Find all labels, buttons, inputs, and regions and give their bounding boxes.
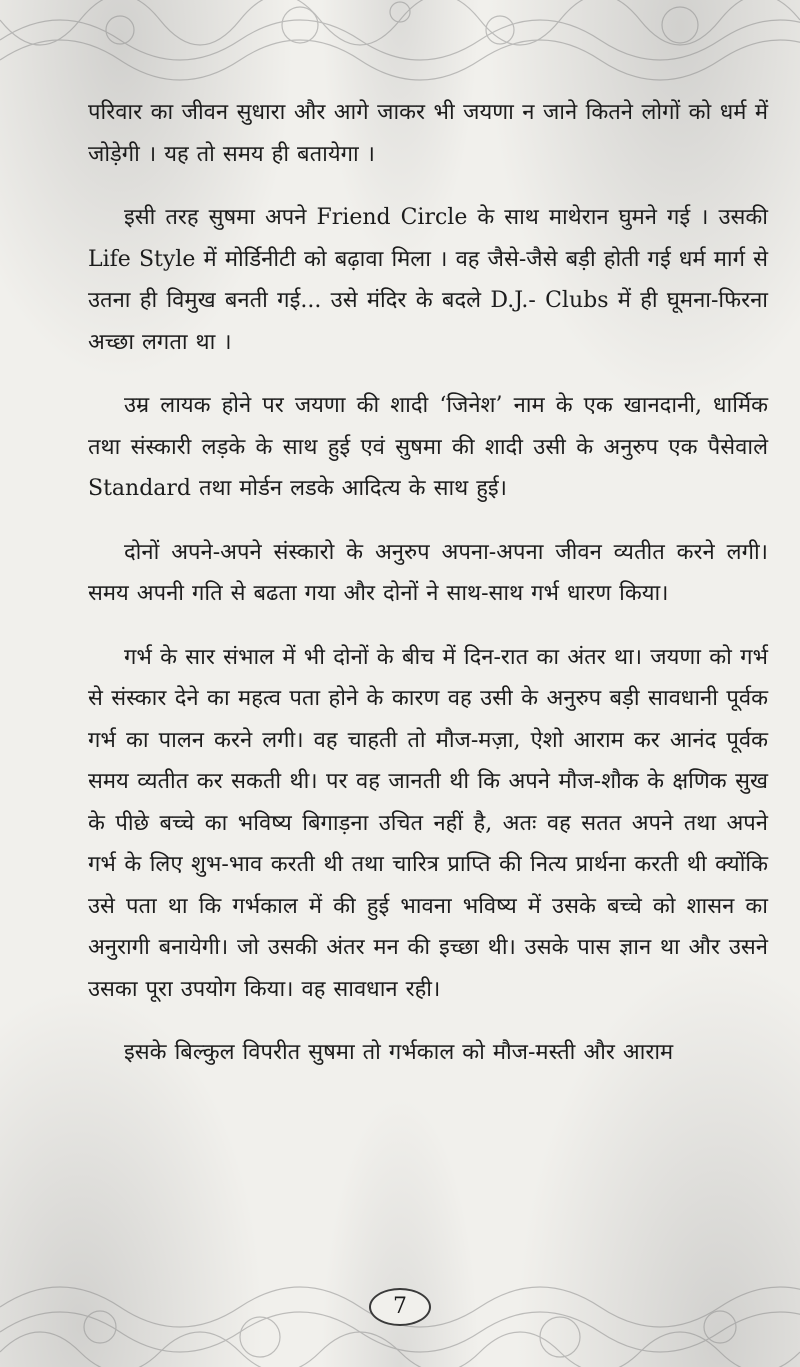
paragraph-5: गर्भ के सार संभाल में भी दोनों के बीच में दिन-रात का अंतर था। जयणा को गर्भ से संस्कार देने का महत्व पता होने के कारण वह उसी के अनुरुप बड़ी सावधानी पूर्वक गर्भ का पालन करने लगी। वह चाहती तो मौज-मज़ा, ऐशो आराम कर आनंद पूर्वक समय व्यतीत कर सकती थी। पर वह जानती थी कि अपने मौज-शौक के क्षणिक सुख के पीछे बच्चे का भविष्य बिगाड़ना उचित नहीं है, अतः वह सतत अपने तथा अपने गर्भ के लिए शुभ-भाव करती थी तथा चारित्र प्राप्ति की नित्य प्रार्थना करती थी क्योंकि उसे पता था कि गर्भकाल में की हुई भावना भविष्य में उसके बच्चे को शासन का अनुरागी बनायेगी। जो उसकी अंतर मन की इच्छा थी। उसके पास ज्ञान था और उसने उसका पूरा उपयोग किया। वह सावधान रही। — [88, 644, 768, 1002]
paragraph-2: इसी तरह सुषमा अपने Friend Circle के साथ माथेरान घुमने गई । उसकी Life Style में मोर्डिनीटी को बढ़ावा मिला । वह जैसे-जैसे बड़ी होती गई धर्म मार्ग से उतना ही विमुख बनती गई... उसे मंदिर के बदले D.J.- Clubs में ही घूमना-फिरना अच्छा लगता था । — [88, 205, 768, 355]
page-body — [88, 92, 768, 1074]
paragraph-6: इसके बिल्कुल विपरीत सुषमा तो गर्भकाल को मौज-मस्ती और आराम — [124, 1040, 674, 1065]
paragraph-3: उम्र लायक होने पर जयणा की शादी ‘जिनेश’ नाम के एक खानदानी, धार्मिक तथा संस्कारी लड़के के साथ हुई एवं सुषमा की शादी उसी के अनुरुप एक पैसेवाले Standard तथा मोर्डन लडके आदित्य के साथ हुई। — [88, 393, 768, 501]
page-number: 7 — [369, 1288, 431, 1326]
paisley-border-top-icon — [0, 0, 800, 90]
paragraph-4: दोनों अपने-अपने संस्कारो के अनुरुप अपना-अपना जीवन व्यतीत करने लगी। समय अपनी गति से बढता गया और दोनों ने साथ-साथ गर्भ धारण किया। — [88, 539, 768, 606]
paragraph-1: परिवार का जीवन सुधारा और आगे जाकर भी जयणा न जाने कितने लोगों को धर्म में जोड़ेगी । यह तो समय ही बतायेगा । — [88, 100, 768, 167]
